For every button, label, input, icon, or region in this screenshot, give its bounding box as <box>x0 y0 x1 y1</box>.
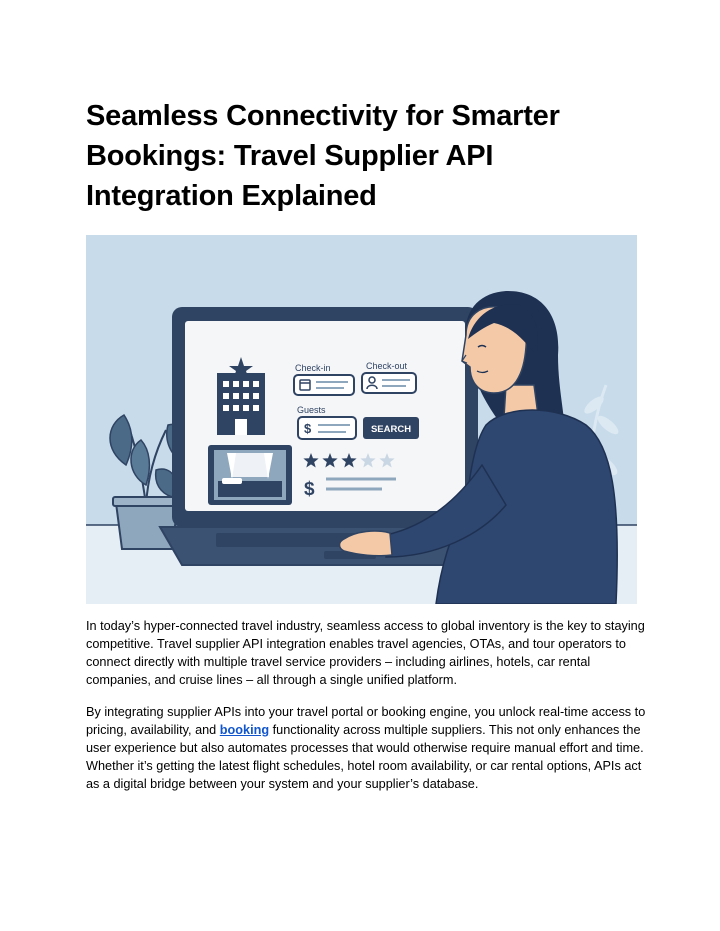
booking-link[interactable]: booking <box>219 723 270 737</box>
booking-illustration <box>86 235 637 604</box>
guests-label: Guests <box>297 405 326 415</box>
check-in-label: Check-in <box>295 363 331 373</box>
search-button-label: SEARCH <box>370 424 412 435</box>
search-button[interactable] <box>363 417 419 439</box>
page-title: Seamless Connectivity for Smarter Bookings: Travel Supplier API Integration Explained <box>86 100 560 212</box>
benefits-text-end: functionality across multiple suppliers. This not only enhances the user experience but also automates processes that would otherwise require manual effort and time. Whether it’s getting the latest flight schedules, hotel room availability, or car rental options, APIs act as a digital bridge between your system and your supplier’s database. <box>86 723 644 791</box>
guests-field[interactable] <box>298 417 356 439</box>
price-dollar-icon: $ <box>304 479 315 500</box>
check-out-field[interactable] <box>362 373 416 393</box>
check-in-field[interactable] <box>294 375 354 395</box>
intro-paragraph: In today’s hyper-connected travel industry, seamless access to global inventory is the key to staying competitive. Travel supplier API integration enables travel agencies, OTAs, and tour operators to connect directly with multiple travel service providers – including airlines, hotels, car rental companies, and cruise lines – all through a single unified platform. <box>86 619 645 687</box>
check-out-label: Check-out <box>366 361 408 371</box>
benefits-text-start: By integrating supplier APIs into your travel portal or booking engine, you unlock real-time access to pricing, availability, and <box>86 705 646 737</box>
benefits-paragraph <box>86 703 646 793</box>
hero-illustration <box>86 235 637 604</box>
guests-dollar-icon: $ <box>304 421 312 436</box>
hotel-room-thumbnail <box>208 445 292 505</box>
